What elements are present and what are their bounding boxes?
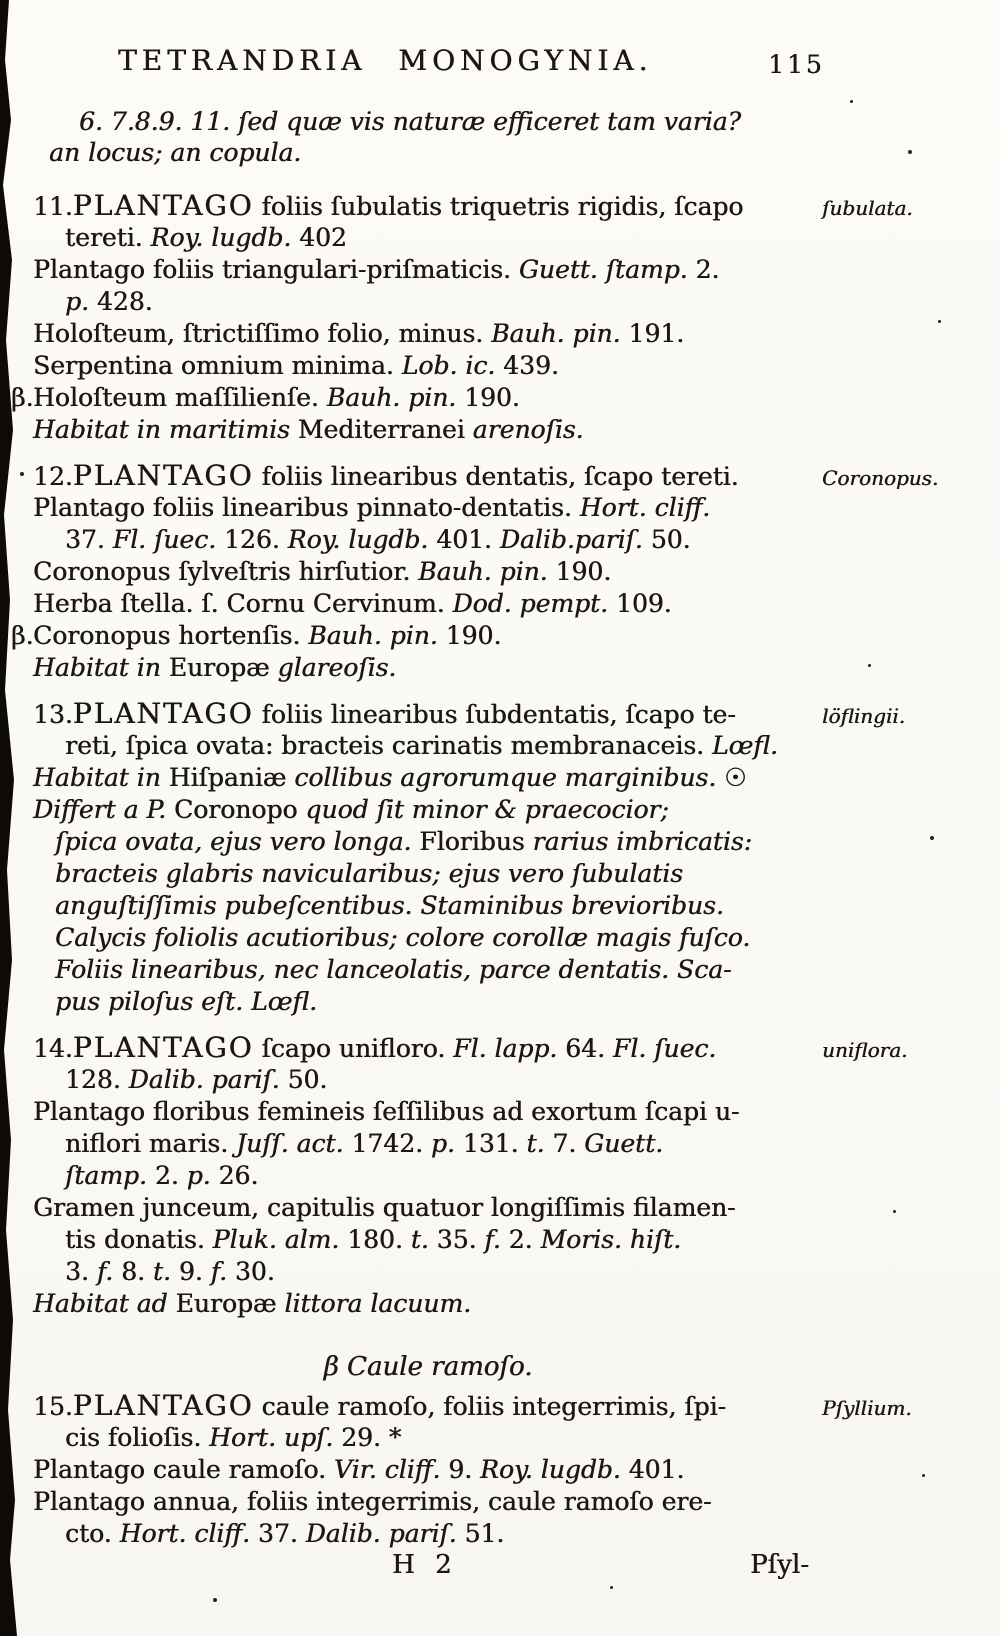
- entry-line: [33, 1096, 833, 1128]
- roman-text: Floribus: [419, 827, 525, 856]
- roman-text: 131.: [454, 1129, 527, 1158]
- italic-text: Dod. pempt.: [452, 589, 609, 618]
- species-entry-15: [33, 1389, 912, 1550]
- roman-text: Mediterranei: [297, 415, 465, 444]
- entry-line: [33, 1486, 833, 1518]
- roman-text: caule ramoſo, foliis integerrimis, ſpi-: [253, 1392, 726, 1421]
- roman-text: reti, ſpica ovata: bracteis carinatis membranaceis.: [65, 731, 712, 760]
- roman-text: Plantago caule ramoſo.: [33, 1455, 334, 1484]
- entry-line: [11, 382, 833, 414]
- roman-text: 50.: [642, 525, 691, 554]
- intro-quote: [33, 106, 741, 168]
- roman-text: 439.: [495, 351, 559, 380]
- entry-line: [33, 318, 833, 350]
- entry-line: [33, 524, 833, 556]
- roman-text: 190.: [547, 557, 612, 586]
- roman-text: Holoſteum, ſtrictiſſimo folio, minus.: [33, 319, 492, 348]
- roman-text: Serpentina omnium minima.: [33, 351, 402, 380]
- genus-name: PLANTAGO: [72, 459, 254, 492]
- roman-text: 128.: [65, 1065, 129, 1094]
- italic-text: Hort. upſ.: [209, 1423, 334, 1452]
- italic-text: ſtamp.: [65, 1161, 147, 1190]
- entry-line: [33, 414, 833, 446]
- page-header: [118, 44, 652, 77]
- variety-beta-marker: β.: [11, 621, 34, 650]
- entry-line: [33, 954, 833, 986]
- genus-name: PLANTAGO: [72, 1389, 254, 1422]
- roman-text: 3.: [65, 1257, 97, 1286]
- italic-text: Habitat in maritimis: [33, 415, 298, 444]
- species-number: 13.: [33, 700, 73, 729]
- entry-line: [33, 826, 833, 858]
- italic-text: Dalib. pariſ.: [305, 1519, 457, 1548]
- entry-line: [33, 1390, 833, 1422]
- italic-text: Bauh. pin.: [418, 557, 548, 586]
- roman-text: 7.: [544, 1129, 585, 1158]
- entry-line: [33, 1518, 833, 1550]
- italic-text: Moris. hiſt.: [540, 1225, 682, 1254]
- entry-line: [33, 222, 833, 254]
- italic-text: Hort. cliff.: [579, 493, 711, 522]
- margin-species-name: Pſyllium.: [822, 1396, 912, 1420]
- catchword: Pſyl-: [750, 1550, 809, 1580]
- italic-text: quod ſit minor & praecocior;: [297, 795, 669, 824]
- roman-text: Coronopo: [174, 795, 298, 824]
- roman-text: foliis linearibus ſubdentatis, ſcapo te-: [253, 700, 736, 729]
- species-entry-11: [11, 189, 913, 446]
- section-heading: β Caule ramoſo.: [323, 1352, 533, 1382]
- species-number: 12.: [33, 462, 73, 491]
- italic-text: Roy. lugdb.: [287, 525, 429, 554]
- italic-text: f.: [210, 1257, 227, 1286]
- roman-text: 180.: [339, 1225, 411, 1254]
- entry-line: [33, 1454, 833, 1486]
- scan-edge-artifact: [0, 0, 18, 1636]
- intro-line: [33, 137, 741, 168]
- entry-line: [33, 986, 833, 1018]
- roman-text: Coronopus ſylveſtris hirſutior.: [33, 557, 419, 586]
- italic-text: Pluk. alm.: [212, 1225, 340, 1254]
- intro-line: [33, 106, 741, 137]
- running-title: TETRANDRIA MONOGYNIA.: [118, 44, 653, 77]
- dirt-speck: [20, 472, 24, 476]
- italic-text: rarius imbricatis:: [524, 827, 753, 856]
- roman-text: 428.: [88, 287, 153, 316]
- roman-text: Plantago foliis triangulari-priſmaticis.: [33, 255, 519, 284]
- roman-text: cis folioſis.: [65, 1423, 210, 1452]
- genus-name: PLANTAGO: [72, 1031, 254, 1064]
- entry-line: [33, 1256, 833, 1288]
- entry-line: [33, 556, 833, 588]
- roman-text: 9.: [170, 1257, 211, 1286]
- entry-line: [33, 652, 833, 684]
- signature-mark: H 2: [392, 1550, 452, 1580]
- roman-text: Europæ: [168, 653, 270, 682]
- entry-line: [33, 588, 833, 620]
- roman-text: Coronopus hortenſis.: [33, 621, 309, 650]
- italic-text: Calycis foliolis acutioribus; colore corollæ magis fuſco.: [55, 923, 751, 952]
- genus-name: PLANTAGO: [72, 697, 254, 730]
- roman-text: 2.: [500, 1225, 541, 1254]
- entries-group-1: [11, 189, 939, 1334]
- italic-text: Roy. lugdb.: [150, 223, 292, 252]
- roman-text: Europæ: [175, 1289, 277, 1318]
- italic-text: collibus agrorumque marginibus. ☉: [286, 763, 747, 792]
- roman-text: ſcapo unifloro.: [253, 1034, 454, 1063]
- italic-text: Bauh. pin.: [308, 621, 438, 650]
- entries-group-2: [33, 1389, 912, 1564]
- entry-line: [33, 492, 833, 524]
- italic-text: f.: [96, 1257, 114, 1286]
- roman-text: 26.: [210, 1161, 259, 1190]
- roman-text: 401.: [428, 525, 500, 554]
- italic-text: Bauh. pin.: [491, 319, 621, 348]
- entry-line: [33, 1224, 833, 1256]
- entry-line: [33, 460, 833, 492]
- roman-text: Holoſteum maſſilienſe.: [33, 383, 327, 412]
- roman-text: 2.: [146, 1161, 187, 1190]
- dirt-speck: [908, 150, 912, 154]
- entry-line: [33, 254, 833, 286]
- italic-text: 6. 7.8.9. 11. ſed quæ vis naturæ efficeret tam varia?: [79, 107, 741, 136]
- italic-text: t.: [152, 1257, 171, 1286]
- dirt-speck: [610, 1586, 613, 1589]
- roman-text: 1742.: [343, 1129, 431, 1158]
- entry-line: [33, 698, 833, 730]
- italic-text: Habitat in: [33, 763, 169, 792]
- dirt-speck: [930, 836, 934, 840]
- italic-text: t.: [526, 1129, 545, 1158]
- italic-text: Lob. ic.: [401, 351, 496, 380]
- italic-text: Hort. cliff.: [119, 1519, 250, 1548]
- roman-text: Plantago foliis linearibus pinnato-dentatis.: [33, 493, 580, 522]
- italic-text: Habitat ad: [33, 1289, 176, 1318]
- italic-text: littora lacuum.: [276, 1289, 472, 1318]
- roman-text: tis donatis.: [65, 1225, 213, 1254]
- italic-text: Habitat in: [33, 653, 169, 682]
- roman-text: 9.: [440, 1455, 481, 1484]
- species-number: 15.: [33, 1392, 73, 1421]
- genus-name: PLANTAGO: [72, 189, 254, 222]
- species-number: 14.: [33, 1034, 73, 1063]
- roman-text: Herba ſtella. ſ. Cornu Cervinum.: [33, 589, 453, 618]
- italic-text: Vir. cliff.: [333, 1455, 441, 1484]
- italic-text: arenoſis.: [464, 415, 584, 444]
- roman-text: 35.: [428, 1225, 485, 1254]
- entry-line: [33, 286, 833, 318]
- roman-text: cto.: [65, 1519, 120, 1548]
- roman-text: 50.: [279, 1065, 328, 1094]
- italic-text: ſpica ovata, ejus vero longa.: [55, 827, 420, 856]
- italic-text: Dalib.pariſ.: [499, 525, 643, 554]
- dirt-speck: [922, 1474, 925, 1477]
- species-entry-14: [33, 1031, 908, 1320]
- italic-text: glareoſis.: [269, 653, 397, 682]
- species-entry-12: [11, 459, 939, 684]
- entry-line: [33, 190, 833, 222]
- italic-text: Juſſ. act.: [236, 1129, 344, 1158]
- italic-text: p.: [65, 287, 89, 316]
- italic-text: p.: [186, 1161, 211, 1190]
- italic-text: Bauh. pin.: [326, 383, 457, 412]
- italic-text: Guett. ſtamp.: [518, 255, 688, 284]
- entry-line: [33, 922, 833, 954]
- italic-text: bracteis glabris navicularibus; ejus vero ſubulatis: [55, 859, 684, 888]
- entry-line: [33, 350, 833, 382]
- roman-text: 401.: [620, 1455, 685, 1484]
- entry-line: [33, 730, 833, 762]
- italic-text: Fl. lapp.: [453, 1034, 558, 1063]
- roman-text: niflori maris.: [65, 1129, 236, 1158]
- entry-line: [33, 1422, 833, 1454]
- roman-text: 8.: [113, 1257, 153, 1286]
- dirt-speck: [213, 1598, 217, 1602]
- roman-text: 37.: [249, 1519, 306, 1548]
- dirt-speck: [938, 320, 941, 323]
- roman-text: 29. *: [333, 1423, 402, 1452]
- roman-text: tereti.: [65, 223, 151, 252]
- entry-line: [11, 620, 833, 652]
- italic-text: f.: [484, 1225, 501, 1254]
- dirt-speck: [868, 664, 871, 667]
- roman-text: Hiſpaniæ: [168, 763, 287, 792]
- entry-line: [33, 794, 833, 826]
- italic-text: anguſtiſſimis pubeſcentibus. Staminibus brevioribus.: [55, 891, 724, 920]
- entry-line: [33, 1160, 833, 1192]
- roman-text: 402: [291, 223, 347, 252]
- margin-species-name: Coronopus.: [822, 466, 939, 490]
- italic-text: Differt a P.: [33, 795, 174, 824]
- italic-text: Lœfl.: [711, 731, 778, 760]
- roman-text: foliis linearibus dentatis, ſcapo tereti.: [253, 462, 739, 491]
- italic-text: p.: [430, 1129, 455, 1158]
- entry-line: [33, 858, 833, 890]
- entry-line: [33, 1128, 833, 1160]
- roman-text: foliis ſubulatis triquetris rigidis, ſcapo: [253, 192, 744, 221]
- roman-text: Gramen junceum, capitulis quatuor longiſſimis filamen-: [33, 1193, 736, 1222]
- species-number: 11.: [33, 192, 73, 221]
- entry-line: [33, 890, 833, 922]
- roman-text: 190.: [456, 383, 520, 412]
- italic-text: Dalib. pariſ.: [128, 1065, 280, 1094]
- entry-line: [33, 762, 833, 794]
- dirt-speck: [850, 100, 853, 103]
- italic-text: t.: [410, 1225, 429, 1254]
- roman-text: 51.: [456, 1519, 505, 1548]
- entry-line: [33, 1064, 833, 1096]
- entry-line: [33, 1192, 833, 1224]
- italic-text: Roy. lugdb.: [480, 1455, 621, 1484]
- roman-text: 109.: [608, 589, 672, 618]
- margin-species-name: ſubulata.: [822, 196, 913, 220]
- roman-text: Plantago annua, foliis integerrimis, caule ramoſo ere-: [33, 1487, 712, 1516]
- margin-species-name: löflingii.: [822, 704, 906, 728]
- italic-text: an locus; an copula.: [49, 138, 302, 167]
- entry-line: [33, 1288, 833, 1320]
- entry-line: [33, 1032, 833, 1064]
- italic-text: Fl. ſuec.: [612, 1034, 717, 1063]
- roman-text: 2.: [687, 255, 720, 284]
- roman-text: 37.: [65, 525, 113, 554]
- roman-text: 64.: [557, 1034, 613, 1063]
- italic-text: Fl. ſuec.: [112, 525, 217, 554]
- species-entry-13: [33, 697, 906, 1018]
- roman-text: 126.: [216, 525, 288, 554]
- dirt-speck: [893, 1210, 896, 1213]
- roman-text: 30.: [226, 1257, 275, 1286]
- roman-text: Plantago floribus femineis ſeſſilibus ad exortum ſcapi u-: [33, 1097, 740, 1126]
- italic-text: Guett.: [584, 1129, 664, 1158]
- variety-beta-marker: β.: [11, 383, 34, 412]
- roman-text: 191.: [620, 319, 685, 348]
- roman-text: 190.: [437, 621, 502, 650]
- page-footer: [0, 1550, 1000, 1590]
- page-number: 115: [768, 50, 825, 79]
- margin-species-name: uniflora.: [822, 1038, 908, 1062]
- italic-text: Foliis linearibus, nec lanceolatis, parce dentatis. Sca-: [55, 955, 732, 984]
- italic-text: pus piloſus eſt. Lœfl.: [55, 987, 317, 1016]
